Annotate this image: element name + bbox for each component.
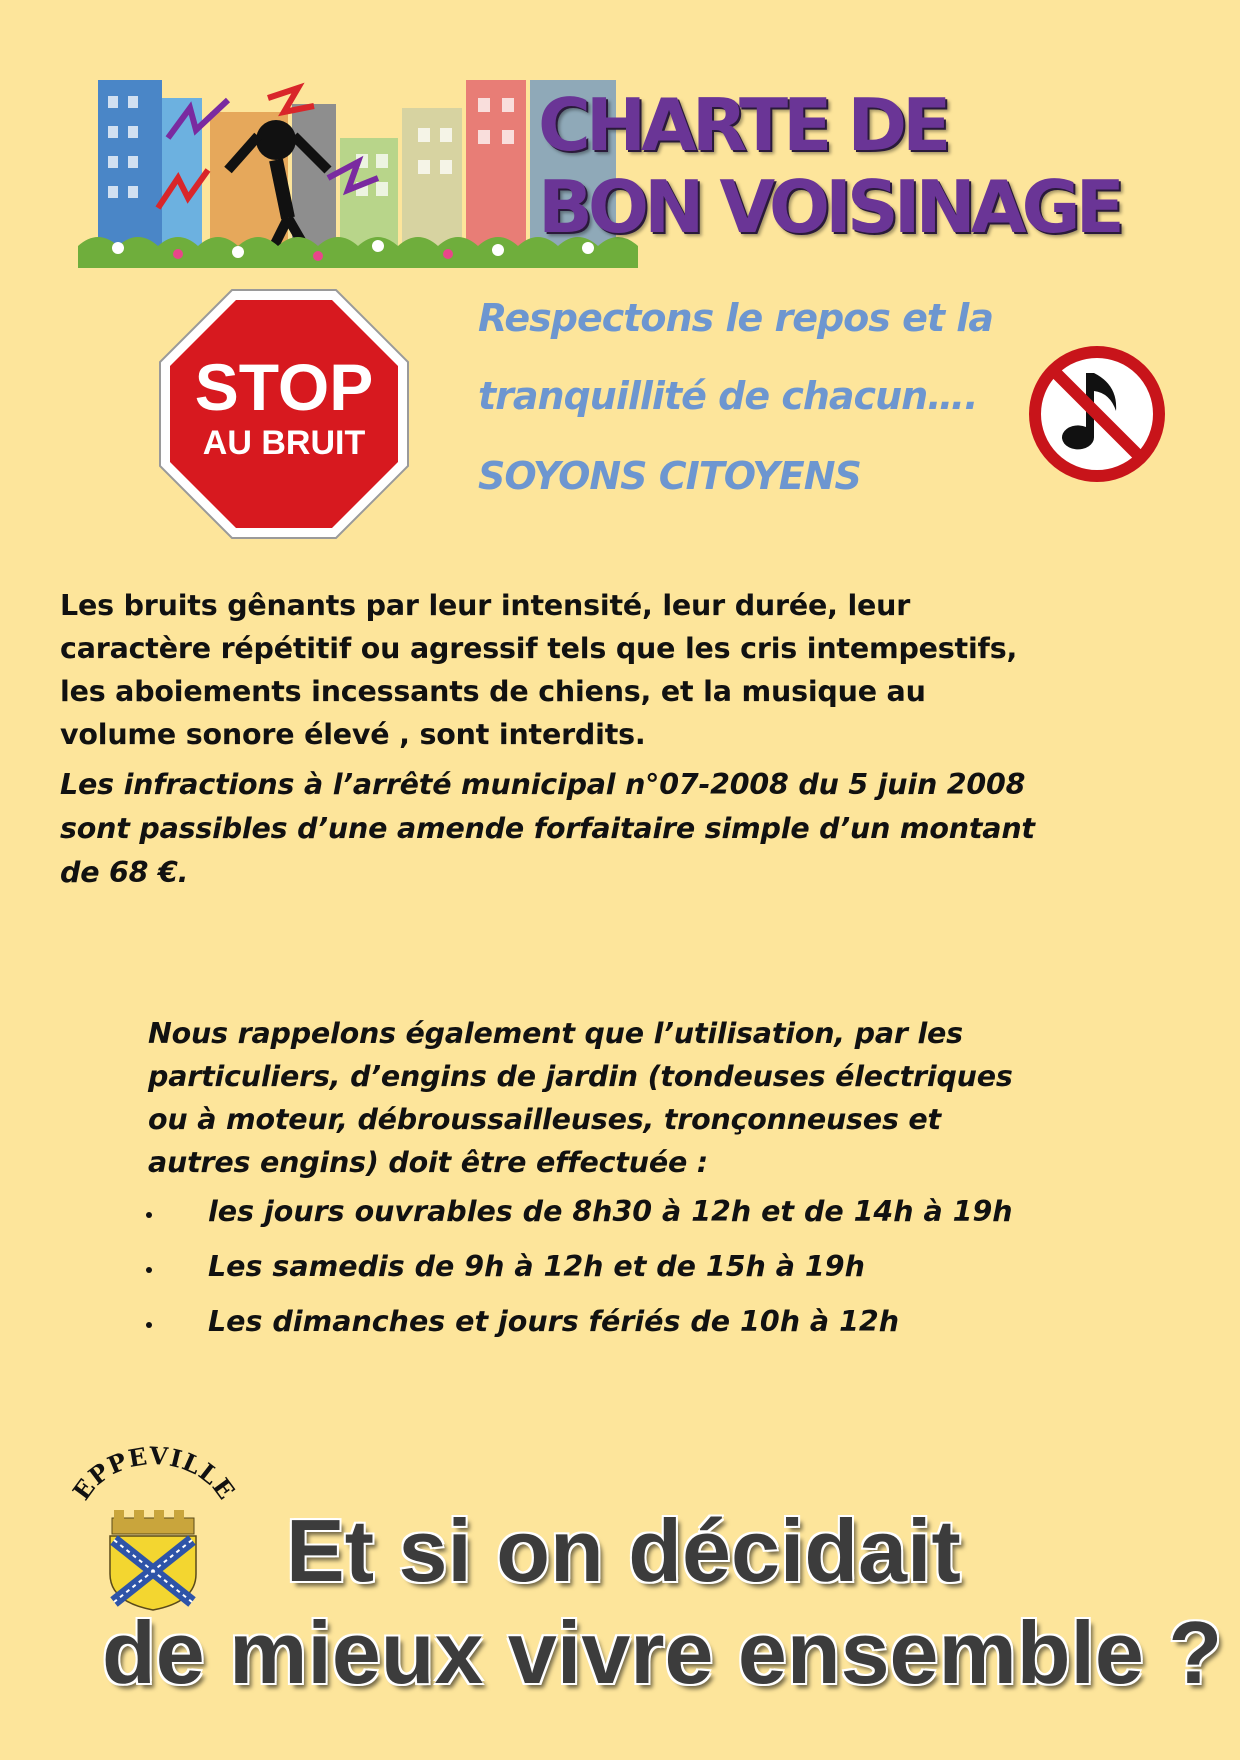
- header-banner: [78, 78, 1150, 268]
- stop-sign-line-2: AU BRUIT: [202, 424, 366, 462]
- penalty-paragraph: [60, 763, 1180, 895]
- list-item: [140, 1302, 1200, 1357]
- page-title: [538, 84, 1158, 248]
- text-line: les aboiements incessants de chiens, et la musique au: [60, 675, 926, 708]
- noise-rules-paragraph: [60, 584, 1180, 756]
- text-line: sont passibles d’une amende forfaitaire simple d’un montant: [60, 812, 1035, 845]
- text-line: autres engins) doit être effectuée :: [148, 1146, 709, 1179]
- text-line: particuliers, d’engins de jardin (tondeuses électriques: [148, 1060, 1013, 1093]
- text-line: volume sonore élevé , sont interdits.: [60, 718, 646, 751]
- bullet-icon: [146, 1212, 152, 1218]
- slogan-line-2: tranquillité de chacun….: [478, 374, 978, 418]
- no-music-icon: [1028, 345, 1166, 483]
- list-item: [140, 1247, 1200, 1302]
- title-line-2: BON VOISINAGE: [538, 165, 1120, 249]
- bullet-icon: [146, 1267, 152, 1273]
- stop-sign-line-1: STOP: [194, 350, 374, 424]
- list-item: [140, 1192, 1200, 1247]
- slogan-line-3: SOYONS CITOYENS: [478, 454, 861, 498]
- stop-noise-sign: [158, 288, 410, 540]
- bullet-icon: [146, 1322, 152, 1328]
- title-line-1: CHARTE DE: [538, 83, 947, 167]
- crest-town-name: EPPEVILLE: [68, 1442, 238, 1506]
- footer-line-1: Et si on décidait: [286, 1501, 961, 1600]
- coat-of-arms-icon: [68, 1442, 238, 1612]
- text-line: ou à moteur, débroussailleuses, tronçonneuses et: [148, 1103, 941, 1136]
- slogan-line-1: Respectons le repos et la: [478, 296, 993, 340]
- schedule-list: [140, 1192, 1200, 1357]
- text-line: Les bruits gênants par leur intensité, leur durée, leur: [60, 589, 911, 622]
- text-line: caractère répétitif ou agressif tels que les cris intempestifs,: [60, 632, 1018, 665]
- stop-sign-icon: [158, 288, 410, 540]
- text-line: Les infractions à l’arrêté municipal n°07-2008 du 5 juin 2008: [60, 768, 1026, 801]
- town-crest: [68, 1442, 238, 1612]
- schedule-text: Les dimanches et jours fériés de 10h à 12h: [208, 1305, 900, 1338]
- footer-line-2: de mieux vivre ensemble ?: [102, 1603, 1223, 1702]
- svg-text:EPPEVILLE: [68, 1442, 238, 1505]
- garden-tools-paragraph: [148, 1012, 1188, 1184]
- text-line: Nous rappelons également que l’utilisation, par les: [148, 1017, 963, 1050]
- text-line: de 68 €.: [60, 856, 189, 889]
- schedule-text: les jours ouvrables de 8h30 à 12h et de 14h à 19h: [208, 1195, 1013, 1228]
- schedule-text: Les samedis de 9h à 12h et de 15h à 19h: [208, 1250, 865, 1283]
